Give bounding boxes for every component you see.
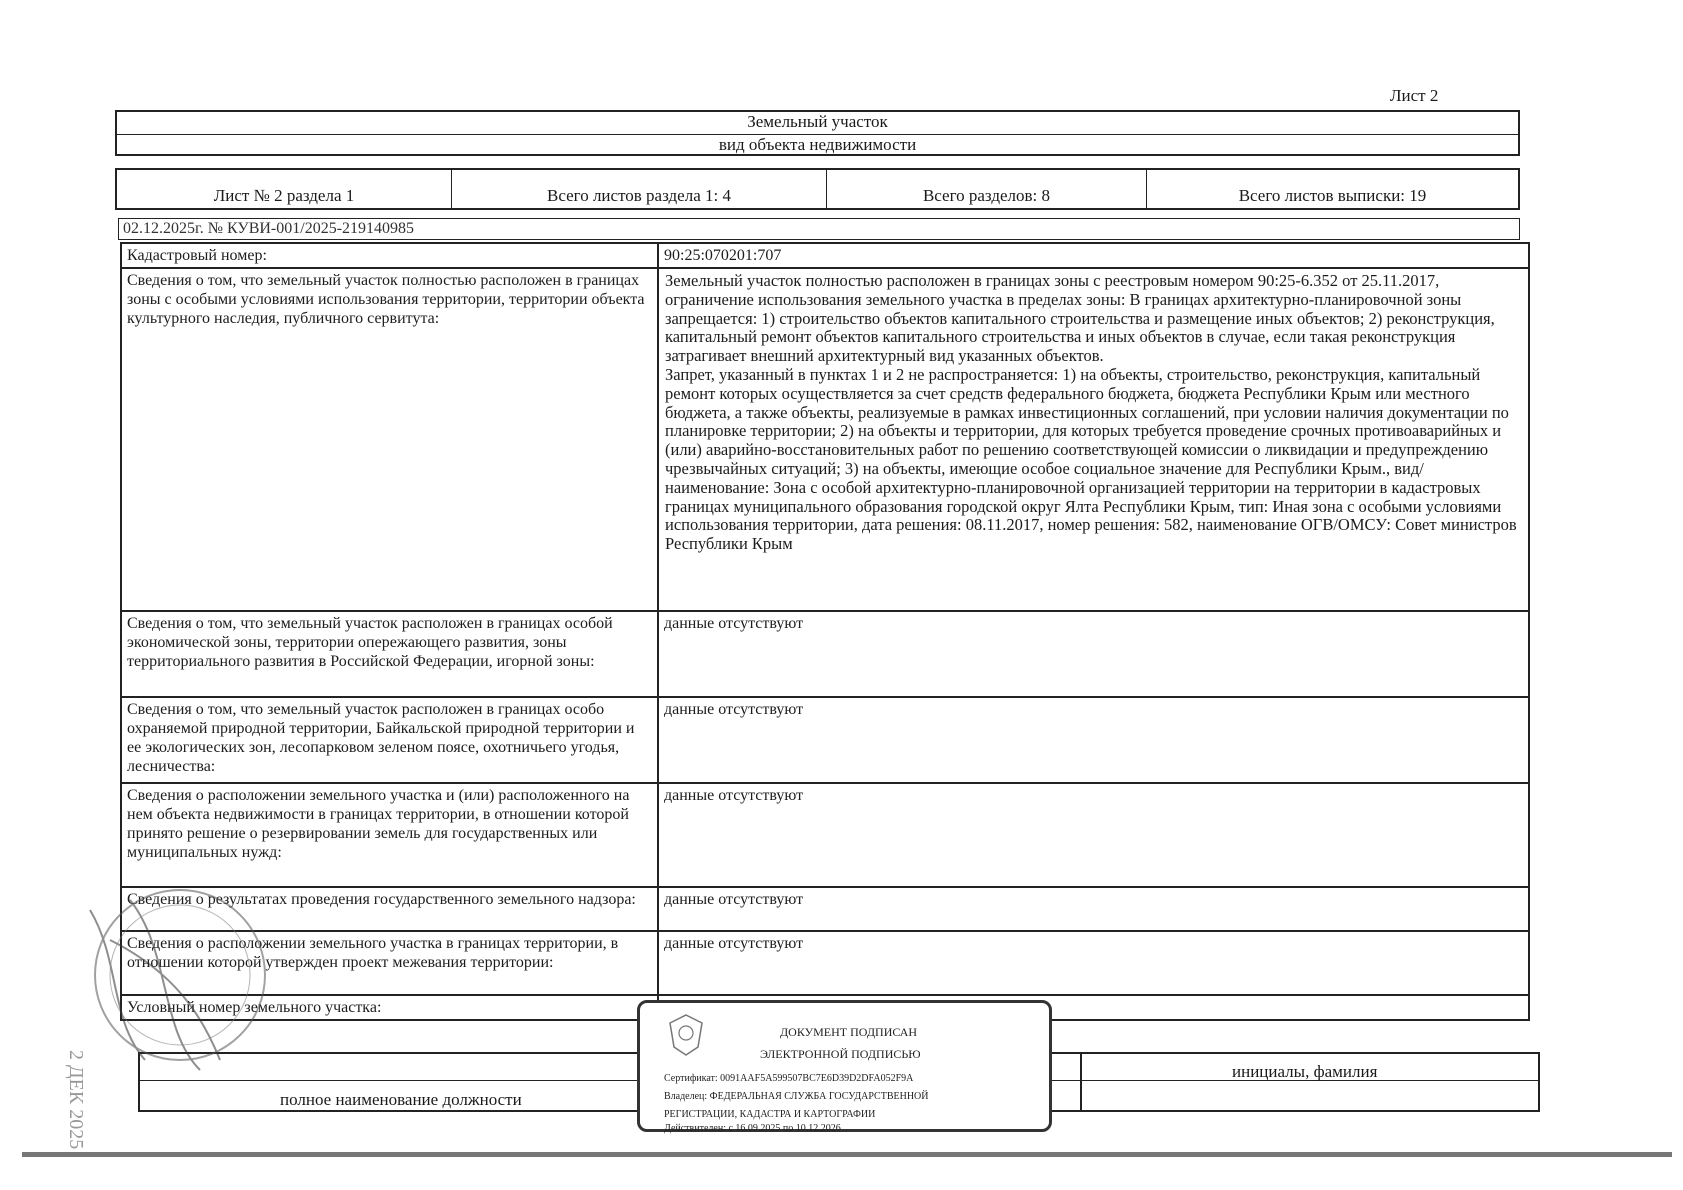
cadastral-value: 90:25:070201:707 — [658, 243, 1529, 268]
total-sections: Всего разделов: 8 — [827, 168, 1147, 208]
round-stamp-icon — [50, 880, 280, 1150]
total-section-sheets: Всего листов раздела 1: 4 — [452, 168, 827, 208]
row-value: данные отсутствуют — [658, 887, 1529, 931]
object-header — [115, 110, 1520, 156]
object-kind: вид объекта недвижимости — [718, 135, 917, 154]
table-row — [121, 931, 1529, 995]
row-label: Сведения о расположении земельного участка в границах территории, в отношении которой утвержден проект межевания территории: — [121, 931, 658, 995]
meta-row — [115, 168, 1520, 210]
info-table — [120, 242, 1530, 1021]
object-title: Земельный участок — [117, 112, 1518, 135]
row-label: Сведения о расположении земельного участка и (или) расположенного на нем объекта недвижимости в границах территории, в отношении которой принято решение о резервировании земель для государственных или муниципальных нужд: — [121, 783, 658, 887]
row-value: данные отсутствуют — [658, 611, 1529, 697]
table-row — [121, 243, 1529, 268]
row-value: данные отсутствуют — [658, 783, 1529, 887]
table-row — [121, 697, 1529, 783]
sheet-of-section: Лист № 2 раздела 1 — [117, 168, 452, 208]
position-caption: полное наименование должности — [280, 1090, 522, 1109]
row-label: Сведения о том, что земельный участок полностью расположен в границах зоны с особыми условиями использования территории, территории объекта культурного наследия, публичного сервитута: — [121, 268, 658, 611]
row-label: Условный номер земельного участка: — [121, 995, 658, 1020]
stamp-certificate: Сертификат: 0091AAF5A599507BC7E6D39D2DFA052F9A — [664, 1073, 914, 1084]
row-value: данные отсутствуют — [658, 931, 1529, 995]
row-value: Земельный участок полностью расположен в границах зоны с реестровым номером 90:25-6.352 от 25.11.2017, ограничение использования земельного участка в пределах зоны: В границах архитектурно-планировочной зоны запрещается: 1) строительство объектов капитального строительства и размещение иных объектов; 2) реконструкция, капитальный ремонт объектов капитального строительства и иных объектов в случае, если такая реконструкция затрагивает внешний архитектурный вид указанных объектов. Запрет, указанный в пунктах 1 и 2 не распространяется: 1) на объекты, строительство, реконструкция, капитальный ремонт которых осуществляется за счет средств федерального бюджета, бюджета Республики Крым или местного бюджета, а также объекты, реализуемые в рамках инвестиционных соглашений, при условии наличия документации по планировке территории; 2) на объекты и территории, для которых требуется проведение срочных противоаварийных и (или) аварийно-восстановительных работ по решению соответствующей комиссии о ликвидации и предупреждению чрезвычайных ситуаций; 3) на объекты, имеющие особое социальное значение для Республики Крым., вид/наименование: Зона с особой архитектурно-планировочной организацией территории на территории в кадастровых границах муниципального образования городской округ Ялта Республики Крым, тип: Иная зона с особыми условиями использования территории, дата решения: 08.11.2017, номер решения: 582, наименование ОГВ/ОМСУ: Совет министров Республики Крым — [658, 268, 1529, 611]
coat-of-arms-icon — [664, 1011, 708, 1059]
stamp-line2: ЭЛЕКТРОННОЙ ПОДПИСЬЮ — [760, 1047, 921, 1061]
row-label: Сведения о том, что земельный участок расположен в границах особо охраняемой природной территории, Байкальской природной территории и ее экологических зон, лесопарковом зеленом поясе, охотничьего угодья, лесничества: — [121, 697, 658, 783]
row-label: Сведения о том, что земельный участок расположен в границах особой экономической зоны, территории опережающего развития, зоны территориального развития в Российской Федерации, игорной зоны: — [121, 611, 658, 697]
table-row — [121, 268, 1529, 611]
table-row — [121, 611, 1529, 697]
stamp-owner1: Владелец: ФЕДЕРАЛЬНАЯ СЛУЖБА ГОСУДАРСТВЕННОЙ — [664, 1091, 929, 1102]
stamp-owner2: РЕГИСТРАЦИИ, КАДАСТРА И КАРТОГРАФИИ — [664, 1109, 876, 1120]
row-label: Сведения о результатах проведения государственного земельного надзора: — [121, 887, 658, 931]
stamp-valid: Действителен: с 16.09.2025 по 10.12.2026 — [664, 1123, 841, 1134]
table-row — [121, 783, 1529, 887]
request-number: 02.12.2025г. № КУВИ-001/2025-219140985 — [118, 218, 1520, 240]
total-extract-sheets: Всего листов выписки: 19 — [1238, 186, 1427, 205]
stamp-line1: ДОКУМЕНТ ПОДПИСАН — [780, 1025, 918, 1039]
name-caption: инициалы, фамилия — [1232, 1062, 1378, 1081]
sheet-label: Лист 2 — [1390, 86, 1439, 105]
table-row — [121, 887, 1529, 931]
cadastral-label: Кадастровый номер: — [121, 243, 658, 268]
bottom-rule — [22, 1152, 1672, 1157]
round-stamp-date: 2 ДЕК 2025 — [65, 1050, 87, 1150]
row-value: данные отсутствуют — [658, 697, 1529, 783]
electronic-signature-stamp — [637, 1000, 1052, 1132]
